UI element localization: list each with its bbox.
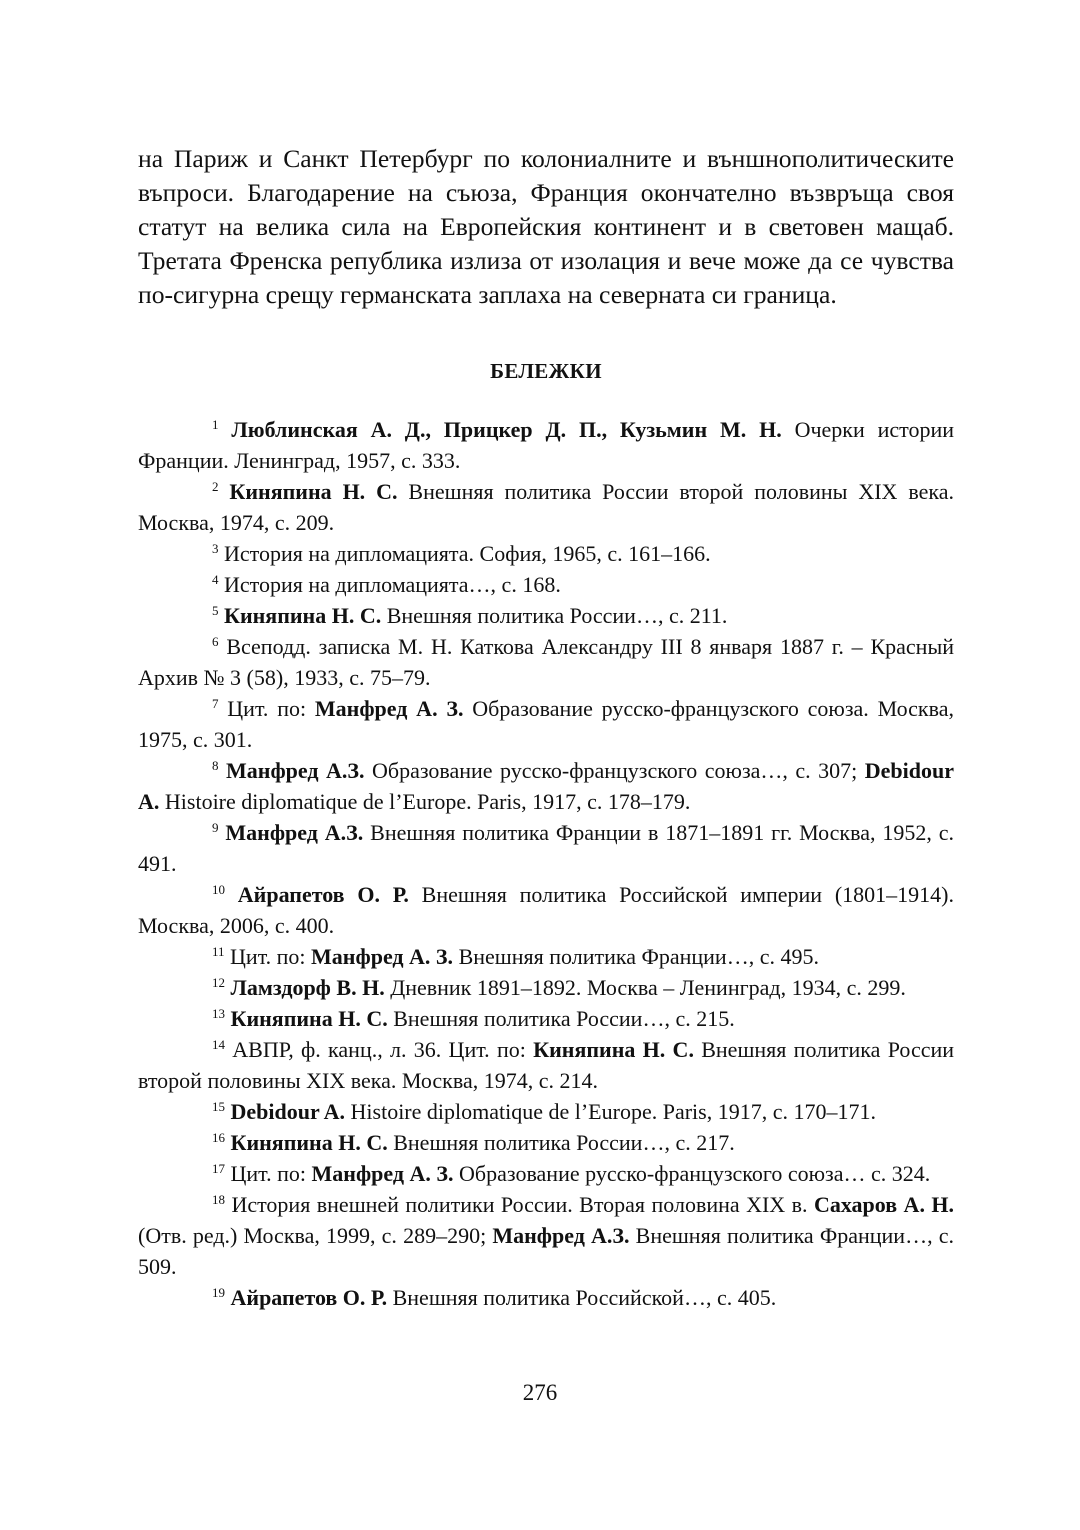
footnote-item	[138, 1034, 954, 1096]
footnote-number: 19	[212, 1285, 225, 1300]
footnote-author: Ламздорф В. Н.	[230, 975, 385, 1000]
footnote-number: 17	[212, 1161, 225, 1176]
footnote-number: 16	[212, 1130, 225, 1145]
footnote-author: Айрапетов О. Р.	[230, 1285, 388, 1310]
footnote-author: Debidour A.	[138, 758, 954, 814]
footnote-item	[138, 538, 954, 569]
footnote-item	[138, 755, 954, 817]
footnote-number: 6	[212, 634, 219, 649]
footnote-text: Внешняя политика России…, с. 211.	[381, 603, 728, 628]
page-content	[138, 142, 954, 1313]
footnote-text: Внешняя политика Российской…, с. 405.	[387, 1285, 777, 1310]
footnote-number: 4	[212, 572, 219, 587]
footnote-number: 5	[212, 603, 219, 618]
footnote-author: Debidour A.	[230, 1099, 346, 1124]
body-paragraph: на Париж и Санкт Петербург по колониалните и външнополитическите въпроси. Благодарение на съюза, Франция окончателно възвръща своя статут на велика сила на Европейския континент и в световен мащаб. Третата Френска република излиза от изолация и вече може да се чувства по-сигурна срещу германската заплаха на северната си граница.	[138, 144, 954, 309]
footnote-text: Образование русско-французского союза…, с. 307;	[364, 758, 865, 783]
footnote-text: Внешняя политика Франции в 1871–1891 гг. Москва, 1952, с. 491.	[138, 820, 954, 876]
footnote-text: Образование русско-французского союза. Москва, 1975, с. 301.	[138, 696, 954, 752]
footnote-author: Киняпина Н. С.	[230, 1006, 388, 1031]
footnote-text: Внешняя политика Российской империи (1801–1914). Москва, 2006, с. 400.	[138, 882, 954, 938]
footnote-text: Дневник 1891–1892. Москва – Ленинград, 1934, с. 299.	[384, 975, 906, 1000]
footnote-text: Очерки истории Франции. Ленинград, 1957, с. 333.	[138, 417, 955, 473]
footnote-author: Киняпина Н. С.	[230, 1130, 388, 1155]
footnote-item	[138, 1158, 954, 1189]
footnote-number: 18	[212, 1192, 225, 1207]
notes-list	[138, 414, 954, 1313]
footnote-text: Цит. по:	[230, 1161, 312, 1186]
footnote-item	[138, 631, 954, 693]
footnote-author: Манфред А.З.	[225, 820, 364, 845]
footnote-item	[138, 693, 954, 755]
footnote-author: Манфред А.З.	[492, 1223, 630, 1248]
footnote-author: Киняпина Н. С.	[229, 479, 398, 504]
footnote-author: Манфред А. З.	[314, 696, 464, 721]
footnote-text: Цит. по:	[230, 944, 312, 969]
footnote-item	[138, 1096, 954, 1127]
footnote-item	[138, 1127, 954, 1158]
footnote-author: Манфред А. З.	[311, 944, 454, 969]
footnote-text: История внешней политики России. Вторая половина XIX в.	[231, 1192, 814, 1217]
footnote-item	[138, 1003, 954, 1034]
footnote-number: 11	[212, 944, 225, 959]
footnote-item	[138, 414, 954, 476]
footnote-number: 2	[212, 479, 219, 494]
footnote-item	[138, 476, 954, 538]
footnote-text: Внешняя политика России второй половины XIX века. Москва, 1974, с. 214.	[138, 1037, 955, 1093]
footnote-number: 9	[212, 820, 219, 835]
footnote-number: 15	[212, 1099, 225, 1114]
footnote-item	[138, 817, 954, 879]
footnote-number: 1	[212, 417, 219, 432]
footnote-item	[138, 600, 954, 631]
body-text-block	[138, 142, 954, 312]
footnote-author: Манфред А.З.	[226, 758, 365, 783]
footnote-item	[138, 1189, 954, 1282]
footnote-number: 10	[212, 882, 225, 897]
footnote-item	[138, 569, 954, 600]
footnote-number: 7	[212, 696, 219, 711]
footnote-number: 8	[212, 758, 219, 773]
footnote-number: 13	[212, 1006, 225, 1021]
footnote-text: Внешняя политика России…, с. 215.	[387, 1006, 735, 1031]
footnote-text: История на дипломацията. София, 1965, с. 161–166.	[224, 541, 711, 566]
notes-heading: БЕЛЕЖКИ	[490, 359, 602, 383]
footnote-text: Внешняя политика Франции…, с. 509.	[138, 1223, 954, 1279]
footnote-item	[138, 941, 954, 972]
footnote-author: Люблинская А. Д., Прицкер Д. П., Кузьмин М. Н.	[231, 417, 782, 442]
footnote-number: 12	[212, 975, 225, 990]
footnote-text: Внешняя политика России второй половины XIX века. Москва, 1974, с. 209.	[138, 479, 954, 535]
page-number: 276	[522, 1380, 558, 1405]
footnote-number: 3	[212, 541, 219, 556]
footnote-text: Всеподд. записка М. Н. Каткова Александру III 8 января 1887 г. – Красный Архив № 3 (58), 1933, с. 75–79.	[138, 634, 955, 690]
footnote-author: Сахаров А. Н.	[813, 1192, 954, 1217]
footnote-text: (Отв. ред.) Москва, 1999, с. 289–290;	[138, 1223, 493, 1248]
footnote-text: Образование русско-французского союза… с. 324.	[453, 1161, 931, 1186]
footnote-text: Histoire diplomatique de l’Europe. Paris, 1917, c. 170–171.	[345, 1099, 876, 1124]
footnote-text: Цит. по:	[227, 696, 315, 721]
footnote-text: История на дипломацията…, с. 168.	[224, 572, 561, 597]
footnote-item	[138, 1282, 954, 1313]
footnote-number: 14	[212, 1037, 225, 1052]
footnote-author: Киняпина Н. С.	[533, 1037, 694, 1062]
footnote-author: Айрапетов О. Р.	[237, 882, 409, 907]
footnote-author: Манфред А. З.	[311, 1161, 454, 1186]
footnote-text: Внешняя политика России…, с. 217.	[387, 1130, 735, 1155]
footnote-item	[138, 972, 954, 1003]
footnote-item	[138, 879, 954, 941]
footnote-text: Внешняя политика Франции…, с. 495.	[453, 944, 819, 969]
footnote-text: АВПР, ф. канц., л. 36. Цит. по:	[232, 1037, 534, 1062]
footnote-author: Киняпина Н. С.	[224, 603, 382, 628]
footnote-text: Histoire diplomatique de l’Europe. Paris, 1917, c. 178–179.	[159, 789, 691, 814]
